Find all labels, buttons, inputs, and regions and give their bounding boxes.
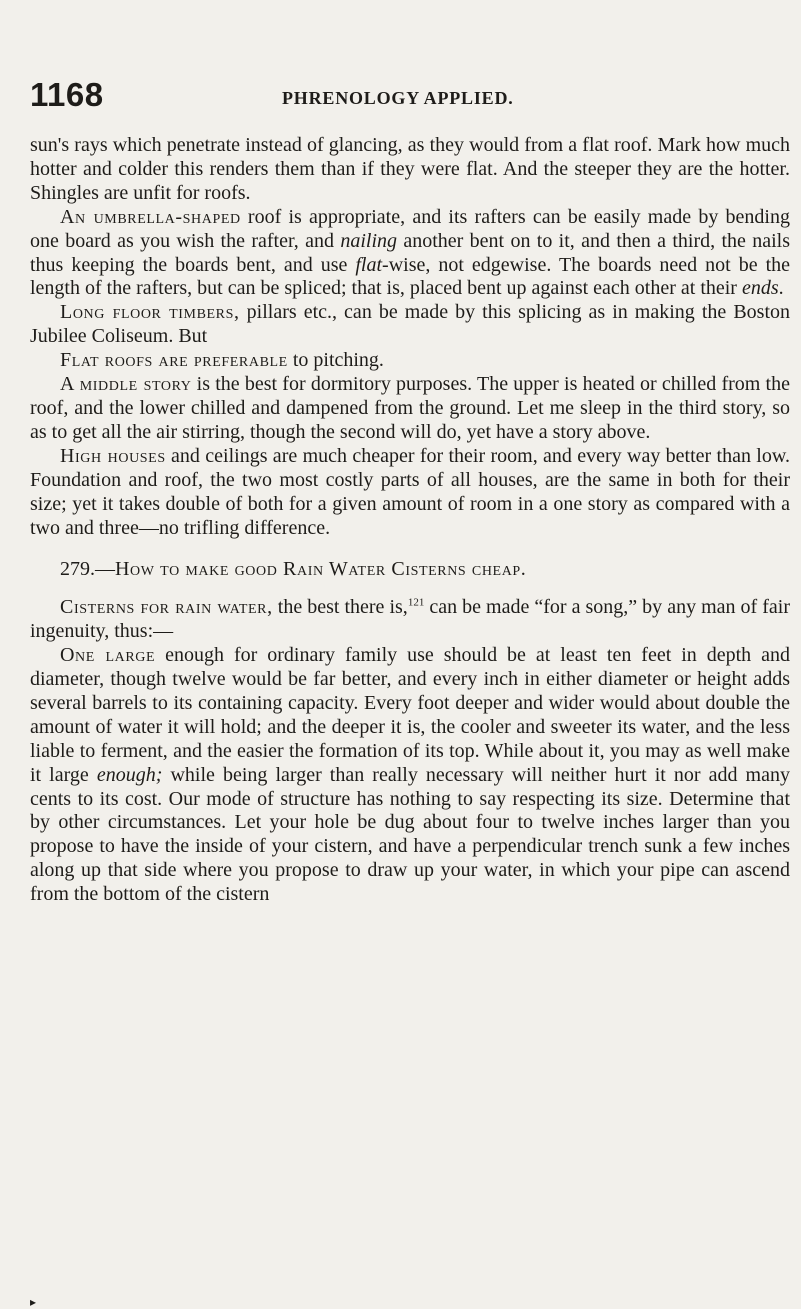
body-text <box>30 134 790 907</box>
paragraph-6: High houses and ceilings are much cheaper for their room, and every way better than low. Foundation and roof, the two most costly parts of all houses, are the same in both for their size; yet it takes double of both for a given amount of room in a one story as compared with a two and three—no trifling difference. <box>30 444 790 539</box>
footnote-ref: 121 <box>407 596 425 609</box>
catchword-mark: ▸ <box>30 1295 37 1309</box>
lead-in: Long floor timbers, <box>60 301 240 324</box>
lead-in: High houses <box>60 444 166 467</box>
lead-in: A middle story <box>60 373 192 396</box>
lead-in: An umbrella-shaped <box>60 205 241 228</box>
paragraph-2: An umbrella-shaped roof is appropriate, and its rafters can be easily made by bending one board as you wish the rafter, and nailing another bent on to it, and then a third, the nails thus keeping the boards bent, and use flat-wise, not edgewise. The boards need not be the length of the rafters, but can be spliced; that is, placed bent up against each other at their ends. <box>30 205 791 300</box>
paragraph-3: Long floor timbers, pillars etc., can be made by this splicing as in making the Boston Jubilee Coliseum. But <box>30 301 790 348</box>
page-number: 1168 <box>30 76 104 113</box>
lead-in: Cisterns for rain water, <box>60 596 273 619</box>
lead-in: One large <box>60 644 156 667</box>
section-heading: 279.—How to make good Rain Water Cisterns cheap. <box>60 558 527 581</box>
paragraph-5: A middle story is the best for dormitory purposes. The upper is heated or chilled from the roof, and the lower chilled and dampened from the ground. Let me sleep in the third story, so as to get all the air stirring, though the second will do, yet have a story above. <box>30 373 790 443</box>
paragraph-8: One large enough for ordinary family use should be at least ten feet in depth and diameter, though twelve would be far better, and every inch in either diameter or height adds several barrels to its containing capacity. Every foot deeper and wider would about double the amount of water it will hold; and the deeper it is, the cooler and sweeter its water, and the less liable to ferment, and the easier the formation of its top. While about it, you may as well make it large enough; while being larger than really necessary will neither hurt it nor add many cents to its cost. Our mode of structure has nothing to say respecting its size. Determine that by other circumstances. Let your hole be dug about four to twelve inches larger than you propose to have the inside of your cistern, and have a perpendicular trench sunk a few inches along up that side where you propose to draw up your water, in which your pipe can ascend from the bottom of the cistern <box>30 644 791 906</box>
paragraph-7: Cisterns for rain water, the best there is,$^{121}$ can be made “for a song,” by any man of fair ingenuity, thus:— <box>30 596 790 643</box>
running-title: PHRENOLOGY APPLIED. <box>282 88 514 108</box>
paragraph-1: sun's rays which penetrate instead of glancing, as they would from a flat roof. Mark how much hotter and colder this renders them than if they were flat. And the steeper they are the hotter. Shingles are unfit for roofs. <box>30 134 790 204</box>
page-header <box>30 76 770 116</box>
paragraph-4: Flat roofs are preferable to pitching. <box>60 349 384 372</box>
lead-in: Flat roofs are preferable <box>60 349 288 372</box>
